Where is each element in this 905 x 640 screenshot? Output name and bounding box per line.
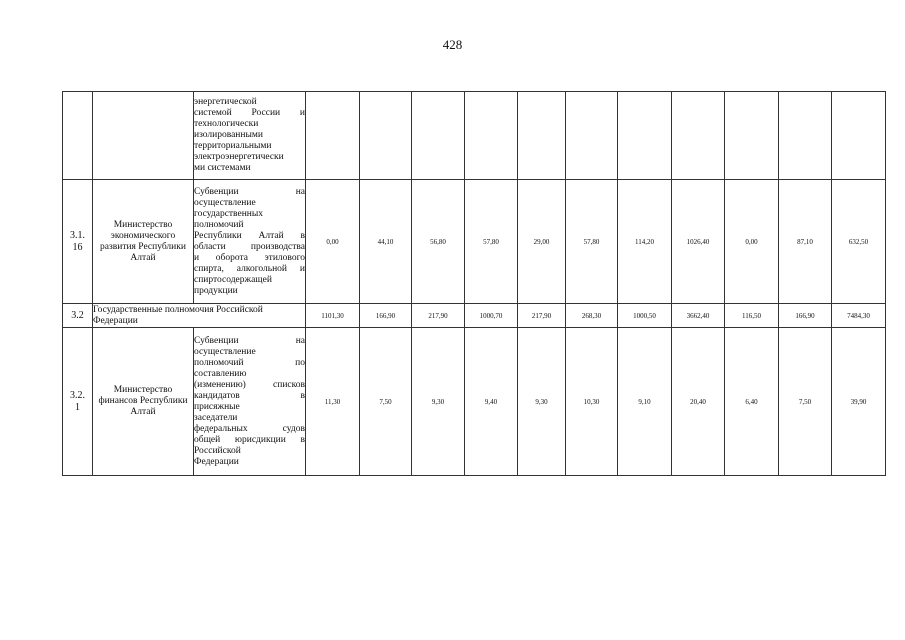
description-line: полномочий по	[194, 357, 305, 368]
description-line: осуществление	[194, 346, 256, 357]
description-line: Субвенции на	[194, 335, 305, 346]
description-line: технологически	[194, 119, 259, 129]
value-cell	[618, 92, 672, 180]
description-cell	[194, 180, 306, 304]
value-cell: 57,80	[465, 180, 518, 304]
description-line: Субвенции на	[194, 186, 305, 197]
description-line: энергетической	[194, 97, 257, 107]
organization-cell	[93, 92, 194, 180]
description-line: спиртосодержащей	[194, 274, 272, 285]
description-cell	[194, 328, 306, 476]
value-cell	[566, 92, 618, 180]
value-cell: 10,30	[566, 328, 618, 476]
value-cell: 11,30	[306, 328, 360, 476]
value-cell: 0,00	[306, 180, 360, 304]
value-cell: 9,40	[465, 328, 518, 476]
value-cell: 7,50	[779, 328, 832, 476]
value-cell: 56,80	[412, 180, 465, 304]
value-cell	[518, 92, 566, 180]
value-cell: 7484,30	[832, 304, 886, 328]
value-cell	[465, 92, 518, 180]
description-line: изолированными	[194, 130, 263, 140]
budget-table	[62, 91, 886, 476]
section-title: Государственные полномочия Российской Федерации	[93, 304, 306, 328]
value-cell: 57,80	[566, 180, 618, 304]
row-code	[63, 92, 93, 180]
value-cell: 39,90	[832, 328, 886, 476]
table-row	[63, 304, 886, 328]
value-cell: 1101,30	[306, 304, 360, 328]
value-cell: 166,90	[360, 304, 412, 328]
value-cell: 7,50	[360, 328, 412, 476]
organization-cell: Министерство экономического развития Республики Алтай	[93, 180, 194, 304]
value-cell: 20,40	[672, 328, 725, 476]
description-line: территориальными	[194, 141, 272, 151]
value-cell: 29,00	[518, 180, 566, 304]
row-code: 3.2. 1	[63, 328, 93, 476]
value-cell: 44,10	[360, 180, 412, 304]
value-cell	[672, 92, 725, 180]
description-line: заседатели	[194, 412, 238, 423]
value-cell: 9,10	[618, 328, 672, 476]
value-cell	[306, 92, 360, 180]
value-cell: 268,30	[566, 304, 618, 328]
description-line: ми системами	[194, 163, 251, 173]
description-line: области производства	[194, 241, 305, 252]
value-cell: 217,90	[518, 304, 566, 328]
value-cell: 632,50	[832, 180, 886, 304]
value-cell: 1000,70	[465, 304, 518, 328]
value-cell: 116,50	[725, 304, 779, 328]
value-cell: 166,90	[779, 304, 832, 328]
description-line: присяжные	[194, 401, 240, 412]
description-line: и оборота этилового	[194, 252, 305, 263]
description-line: федеральных судов	[194, 423, 305, 434]
description-cell	[194, 92, 306, 180]
row-code: 3.2	[63, 304, 93, 328]
description-line: составлению	[194, 368, 247, 379]
value-cell: 1000,50	[618, 304, 672, 328]
description-line: Федерации	[194, 456, 239, 467]
value-cell: 1026,40	[672, 180, 725, 304]
description-line: Республики Алтай в	[194, 230, 305, 241]
table-row	[63, 328, 886, 476]
row-code: 3.1. 16	[63, 180, 93, 304]
description-line: Российской	[194, 445, 241, 456]
value-cell: 114,20	[618, 180, 672, 304]
description-line: (изменению) списков	[194, 379, 305, 390]
value-cell: 0,00	[725, 180, 779, 304]
value-cell	[725, 92, 779, 180]
value-cell: 87,10	[779, 180, 832, 304]
value-cell: 9,30	[412, 328, 465, 476]
table-row	[63, 180, 886, 304]
value-cell	[412, 92, 465, 180]
description-line: государственных	[194, 208, 264, 219]
page-number: 428	[442, 37, 463, 52]
description-line: полномочий	[194, 219, 244, 230]
description-line: электроэнергетически	[194, 152, 284, 162]
value-cell	[779, 92, 832, 180]
value-cell: 9,30	[518, 328, 566, 476]
description-line: продукции	[194, 285, 238, 296]
value-cell	[832, 92, 886, 180]
value-cell: 3662,40	[672, 304, 725, 328]
description-line: кандидатов в	[194, 390, 305, 401]
organization-cell: Министерство финансов Республики Алтай	[93, 328, 194, 476]
description-line: системой России и	[194, 108, 305, 118]
description-line: осуществление	[194, 197, 256, 208]
table-row	[63, 92, 886, 180]
value-cell: 6,40	[725, 328, 779, 476]
value-cell	[360, 92, 412, 180]
value-cell: 217,90	[412, 304, 465, 328]
description-line: общей юрисдикции в	[194, 434, 305, 445]
description-line: спирта, алкогольной и	[194, 263, 305, 274]
